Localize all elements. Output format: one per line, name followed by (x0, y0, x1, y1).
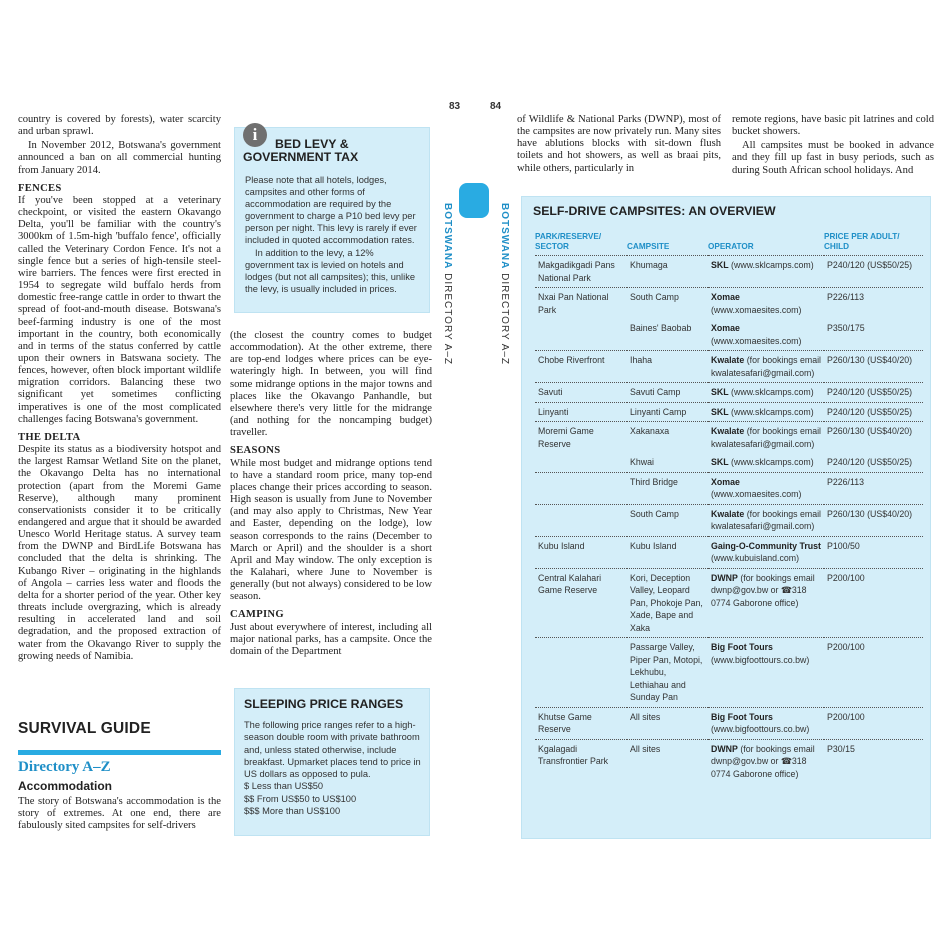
paragraph: All campsites must be booked in advance and they fill up fast in busy periods, such as during South African school holidays. And (732, 140, 934, 176)
paragraph: country is covered by forests), water scarcity and urban sprawl. (18, 114, 221, 138)
paragraph: remote regions, have basic pit latrines and cold bucket showers. (732, 114, 934, 138)
price-cell: P350/175 (824, 319, 923, 351)
operator-cell: SKL (www.sklcamps.com) (708, 402, 824, 422)
table-row (535, 739, 923, 783)
section-heading: CAMPING (230, 609, 284, 621)
campsite-cell: South Camp (630, 292, 679, 302)
price-range-1: $ Less than US$50 (244, 781, 324, 792)
park-cell: Savuti (535, 383, 627, 403)
column-header: CAMPSITE (627, 232, 708, 256)
section-heading: FENCES (18, 182, 62, 194)
park-cell: Kubu Island (535, 536, 627, 568)
column-2-text (230, 330, 432, 660)
operator-cell: SKL (www.sklcamps.com) (708, 256, 824, 288)
park-cell: Kgalagadi Transfrontier Park (538, 743, 609, 766)
campsites-table (535, 232, 923, 783)
park-cell (535, 504, 627, 536)
paragraph: The story of Botswana's accommodation is the story of extremes. At one end, there are fabulously sited campsites for self-drivers (18, 796, 221, 832)
price-cell: P240/120 (US$50/25) (824, 453, 923, 472)
table-row (535, 383, 923, 403)
park-cell: Khutse Game Reserve (535, 707, 627, 739)
campsite-cell: All sites (630, 743, 661, 754)
page-number-right: 84 (490, 101, 502, 112)
table-row (535, 402, 923, 422)
sidebar-body: The following price ranges refer to a high-season double room with private bathroom and, unless stated otherwise, include breakfast. Upmarket places tend to price in US dollars as opposed to pula. $ Less than US$50 $$ From US$50 to US$100 $$$ More than US$100 (244, 719, 424, 817)
campsite-cell: Savuti Camp (627, 383, 708, 403)
paragraph: In November 2012, Botswana's government announced a ban on all commercial hunting from January 2014. (18, 140, 221, 176)
table-row (535, 256, 923, 288)
campsite-cell: Khumaga (627, 256, 708, 288)
operator-cell: DWNP (for bookings email dwnp@gov.bw or ☎318 0774 Gaborone office) (711, 743, 815, 779)
column-1-bottom-text (18, 796, 221, 834)
sidebar-title: SLEEPING PRICE RANGES (244, 697, 404, 711)
park-cell: Nxai Pan National Park (538, 292, 609, 315)
table-row (535, 638, 923, 708)
section-heading: THE DELTA (18, 431, 81, 443)
price-cell: P30/15 (827, 743, 855, 754)
table-row (535, 504, 923, 536)
operator-cell: Xomae (www.xomaesites.com) (708, 472, 824, 504)
table-row (535, 288, 923, 320)
table-row (535, 319, 923, 351)
paragraph: Just about everywhere of interest, including all major national parks, has a campsite. Once the domain of the Department (230, 621, 432, 657)
price-range-2: $$ From US$50 to US$100 (244, 793, 357, 804)
park-cell: Central Kalahari Game Reserve (535, 568, 627, 638)
table-row (535, 568, 923, 638)
table-row (535, 422, 923, 454)
paragraph: (the closest the country comes to budget accommodation). At the other extreme, there are top-end lodges where prices can be eye-wateringly high. In between, you will find some midrange options in the major towns and places like the Okavango Panhandle, but elsewhere there's very little for the midrange (and nothing for the noncamping budget) traveller. (230, 330, 432, 439)
operator-cell: Kwalate (for bookings email kwalatesafari@gmail.com) (708, 504, 824, 536)
price-cell: P260/130 (US$40/20) (827, 426, 913, 436)
column-header: OPERATOR (708, 232, 824, 256)
price-cell: P260/130 (US$40/20) (824, 351, 923, 383)
price-cell: P260/130 (US$40/20) (824, 504, 923, 536)
accommodation-heading: Accommodation (18, 779, 113, 793)
operator-cell: Xomae (www.xomaesites.com) (711, 292, 802, 315)
bed-levy-sidebar (234, 127, 430, 313)
price-cell: P226/113 (824, 472, 923, 504)
column-4-text (732, 114, 934, 179)
price-cell: P200/100 (824, 638, 923, 708)
campsite-cell: South Camp (627, 504, 708, 536)
campsite-cell: Khwai (627, 453, 708, 472)
page-number-left: 83 (449, 101, 461, 112)
price-range-3: $$$ More than US$100 (244, 806, 341, 817)
running-header-left: BOTSWANA DIRECTORY A–Z (442, 203, 453, 366)
operator-cell: DWNP (for bookings email dwnp@gov.bw or ☎318 0774 Gaborone office) (708, 568, 824, 638)
park-cell (535, 319, 627, 351)
sidebar-body: Please note that all hotels, lodges, campsites and other forms of accommodation are required by the government to charge a P10 bed levy per person per night. This levy is rarely if ever included in quoted accommodation rates. In addition to the levy, a 12% government tax is levied on hotels and lodges (but not all campsites); this, unlike the levy, is usually included in prices. (245, 175, 417, 294)
park-cell: Chobe Riverfront (535, 351, 627, 383)
operator-cell: SKL (www.sklcamps.com) (708, 453, 824, 472)
operator-cell: Big Foot Tours (www.bigfoottours.co.bw) (708, 638, 824, 708)
paragraph: Despite its status as a biodiversity hotspot and the largest Ramsar Wetland Site on the planet, the Okavango Delta has no international protection (apart from the Moremi Game Reserve), although many prominent conservationists consider it to be critically endangered and argue that it should be awarded Unesco World Heritage status. A survey team from the DWNP and BirdLife Botswana has concluded that the delta is shrinking. The Kubango River – originating in the highlands of Angola – carries less water and floods the delta for a shorter period of the year. Other key threats include overgrazing, which is already resulting in accelerated land and soil degradation, and the proposed extraction of water from the Okavango River to supply the growing needs of Namibia. (18, 444, 221, 662)
park-cell (535, 638, 627, 708)
sleeping-price-sidebar (234, 688, 430, 836)
chapter-tab-marker (459, 183, 489, 218)
campsite-cell: Ihaha (627, 351, 708, 383)
sidebar-title: BED LEVY & GOVERNMENT TAX (243, 137, 359, 164)
campsites-overview-box (521, 196, 931, 839)
campsite-cell: Passarge Valley, Piper Pan, Motopi, Lekhubu, Lethiahau and Sunday Pan (627, 638, 708, 708)
park-cell: Makgadikgadi Pans National Park (535, 256, 627, 288)
operator-cell: Gaing-O-Community Trust (www.kubuisland.com) (708, 536, 824, 568)
section-heading: SEASONS (230, 445, 281, 457)
table-row (535, 351, 923, 383)
campsite-cell: Linyanti Camp (627, 402, 708, 422)
operator-cell: Big Foot Tours (www.bigfoottours.co.bw) (708, 707, 824, 739)
campsite-cell: All sites (627, 707, 708, 739)
campsite-cell: Baines' Baobab (627, 319, 708, 351)
price-cell: P100/50 (824, 536, 923, 568)
table-row (535, 453, 923, 472)
directory-heading: Directory A–Z (18, 759, 111, 775)
park-cell (535, 472, 627, 504)
column-header: PRICE PER ADULT/ CHILD (824, 232, 923, 256)
column-header: PARK/RESERVE/ SECTOR (535, 232, 627, 256)
column-3-text: of Wildlife & National Parks (DWNP), most of the campsites are now privately run. Many sites have ablutions blocks with sit-down flush toilets and hot showers, as well as braai pits, while others, particularly in (517, 114, 721, 174)
campsite-cell: Kori, Deception Valley, Leopard Pan, Phokoje Pan, Xade, Bape and Xaka (627, 568, 708, 638)
running-header-right: BOTSWANA DIRECTORY A–Z (499, 203, 510, 366)
campsite-cell: Xakanaxa (630, 426, 670, 436)
section-rule (18, 750, 221, 755)
price-cell: P240/120 (US$50/25) (824, 383, 923, 403)
price-cell: P226/113 (827, 292, 865, 302)
table-row (535, 472, 923, 504)
paragraph: If you've been stopped at a veterinary checkpoint, or visited the eastern Okavango Delta, you'll be familiar with the country's 3000km of 1.5m-high 'buffalo fence', officially called the Veterinary Cordon Fence. It's not a single fence but a series of high-tensile steel-wire barriers. The fences were first erected in 1954 to segregate wild buffalo herds from domestic free-range cattle in order to thwart the spread of foot-and-mouth disease. Botswana's beef-farming industry is one of the most important in the country, both economically and in terms of the status conferred by cattle upon their owners in Batswana society. The fences, however, often block important wildlife migration corridors. Balancing these two significant yet sometimes conflicting imperatives is one of the most complicated challenges facing Botswana's government. (18, 194, 221, 425)
price-cell: P240/120 (US$50/25) (824, 256, 923, 288)
info-icon: i (243, 123, 267, 147)
table-row (535, 536, 923, 568)
price-cell: P200/100 (824, 568, 923, 638)
park-cell (535, 453, 627, 472)
survival-guide-heading: SURVIVAL GUIDE (18, 720, 151, 737)
park-cell: Moremi Game Reserve (538, 426, 594, 449)
table-row (535, 707, 923, 739)
park-cell: Linyanti (535, 402, 627, 422)
campsite-cell: Third Bridge (627, 472, 708, 504)
price-cell: P240/120 (US$50/25) (824, 402, 923, 422)
paragraph: While most budget and midrange options tend to have a standard room price, many top-end places change their prices according to season. High season is usually from June to November (and may also apply to Christmas, New Year and Easter, depending on the lodge), low season corresponds to the rains (December to March or April) and the shoulder is a short April and May window. The only exception is the Kalahari, where June to November is generally (but not always) considered to be low season. (230, 457, 432, 603)
operator-cell: SKL (www.sklcamps.com) (708, 383, 824, 403)
operator-cell: Kwalate (for bookings email kwalatesafari@gmail.com) (708, 351, 824, 383)
campsite-cell: Kubu Island (627, 536, 708, 568)
column-1-text (18, 114, 221, 665)
price-cell: P200/100 (824, 707, 923, 739)
operator-cell: Kwalate (for bookings email kwalatesafari@gmail.com) (711, 426, 822, 449)
operator-cell: Xomae (www.xomaesites.com) (708, 319, 824, 351)
table-title: SELF-DRIVE CAMPSITES: AN OVERVIEW (533, 204, 776, 218)
